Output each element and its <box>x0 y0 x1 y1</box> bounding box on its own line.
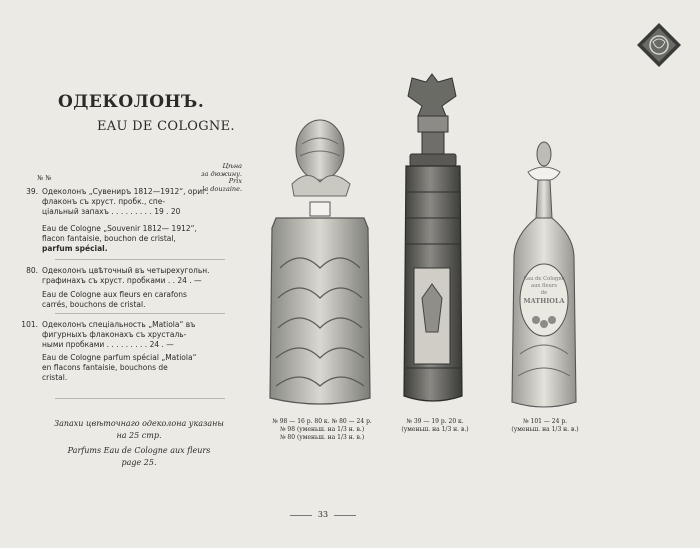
price-column-header: Цѣна за дюжину. Prix la douzaine. <box>200 162 242 193</box>
page-subtitle: EAU DE COLOGNE. <box>97 119 235 134</box>
entry-description-fr: Eau de Cologne „Souvenir 1812— 1912“, flacon fantaisie, bouchon de cristal, parfum spécial. <box>42 224 197 253</box>
bottle-caption: № 39 — 19 р. 20 к. (уменьш. на 1/3 н. в.) <box>401 418 469 433</box>
divider <box>55 259 225 260</box>
entry-description-fr: Eau de Cologne aux fleurs en carafons carrés, bouchons de cristal. <box>42 290 187 309</box>
divider <box>55 398 225 399</box>
catalog-entry <box>14 266 244 310</box>
bottle-caption: № 101 — 24 р. (уменьш. на 1/3 н. в.) <box>511 418 579 433</box>
bottle-caption: № 98 — 16 р. 80 к. № 80 — 24 р. № 98 (уменьш. на 1/3 н. в.) № 80 (уменьш. на 1/3 н. в.) <box>272 418 372 441</box>
square-decanter-bottle-image <box>258 118 382 410</box>
entry-number: 101. <box>21 320 38 329</box>
catalog-entry <box>14 320 244 386</box>
bottle-label-line: MATHIOLA <box>523 297 565 305</box>
catalog-entry <box>14 187 244 259</box>
note-ru: Запахи цвѣточнаго одеколона указаны на 25 стр. <box>54 419 224 440</box>
divider <box>55 313 225 314</box>
entry-number: 80. <box>26 266 38 275</box>
entry-description-ru: Одеколонъ „Сувениръ 1812—1912“, ориг. флаконъ съ хруст. пробк., спе- ціальный запахъ . . . . . . . . . 19 . 20 <box>42 187 209 216</box>
bottle-label-line: de <box>540 290 548 296</box>
mathiola-flacon-bottle-image <box>506 140 584 412</box>
bottle-label-line: aux fleurs <box>530 283 558 289</box>
corner-emblem-icon <box>636 22 682 68</box>
note-fr: Parfums Eau de Cologne aux fleurs page 25. <box>67 446 211 467</box>
entry-description-fr: Eau de Cologne parfum spécial „Matiola“ en flacons fantaisie, bouchons de cristal. <box>42 353 197 382</box>
page-title: ОДЕКОЛОНЪ. <box>58 92 205 112</box>
number-column-header: № № <box>37 174 52 182</box>
page-number: 33 <box>283 510 363 519</box>
entry-number: 39. <box>26 187 38 196</box>
eagle-tower-bottle-image <box>392 72 474 414</box>
bottle-label-line: Eau de Cologne <box>523 276 565 282</box>
entry-description-ru: Одеколонъ цвѣточный въ четырехугольн. графинахъ съ хруст. пробками . . 24 . — <box>42 266 210 285</box>
entry-description-ru: Одеколонъ спеціальность „Matiola“ въ фигурныхъ флаконахъ съ хрусталь- ными пробками . . . . . . . . . 24 . — <box>42 320 196 349</box>
